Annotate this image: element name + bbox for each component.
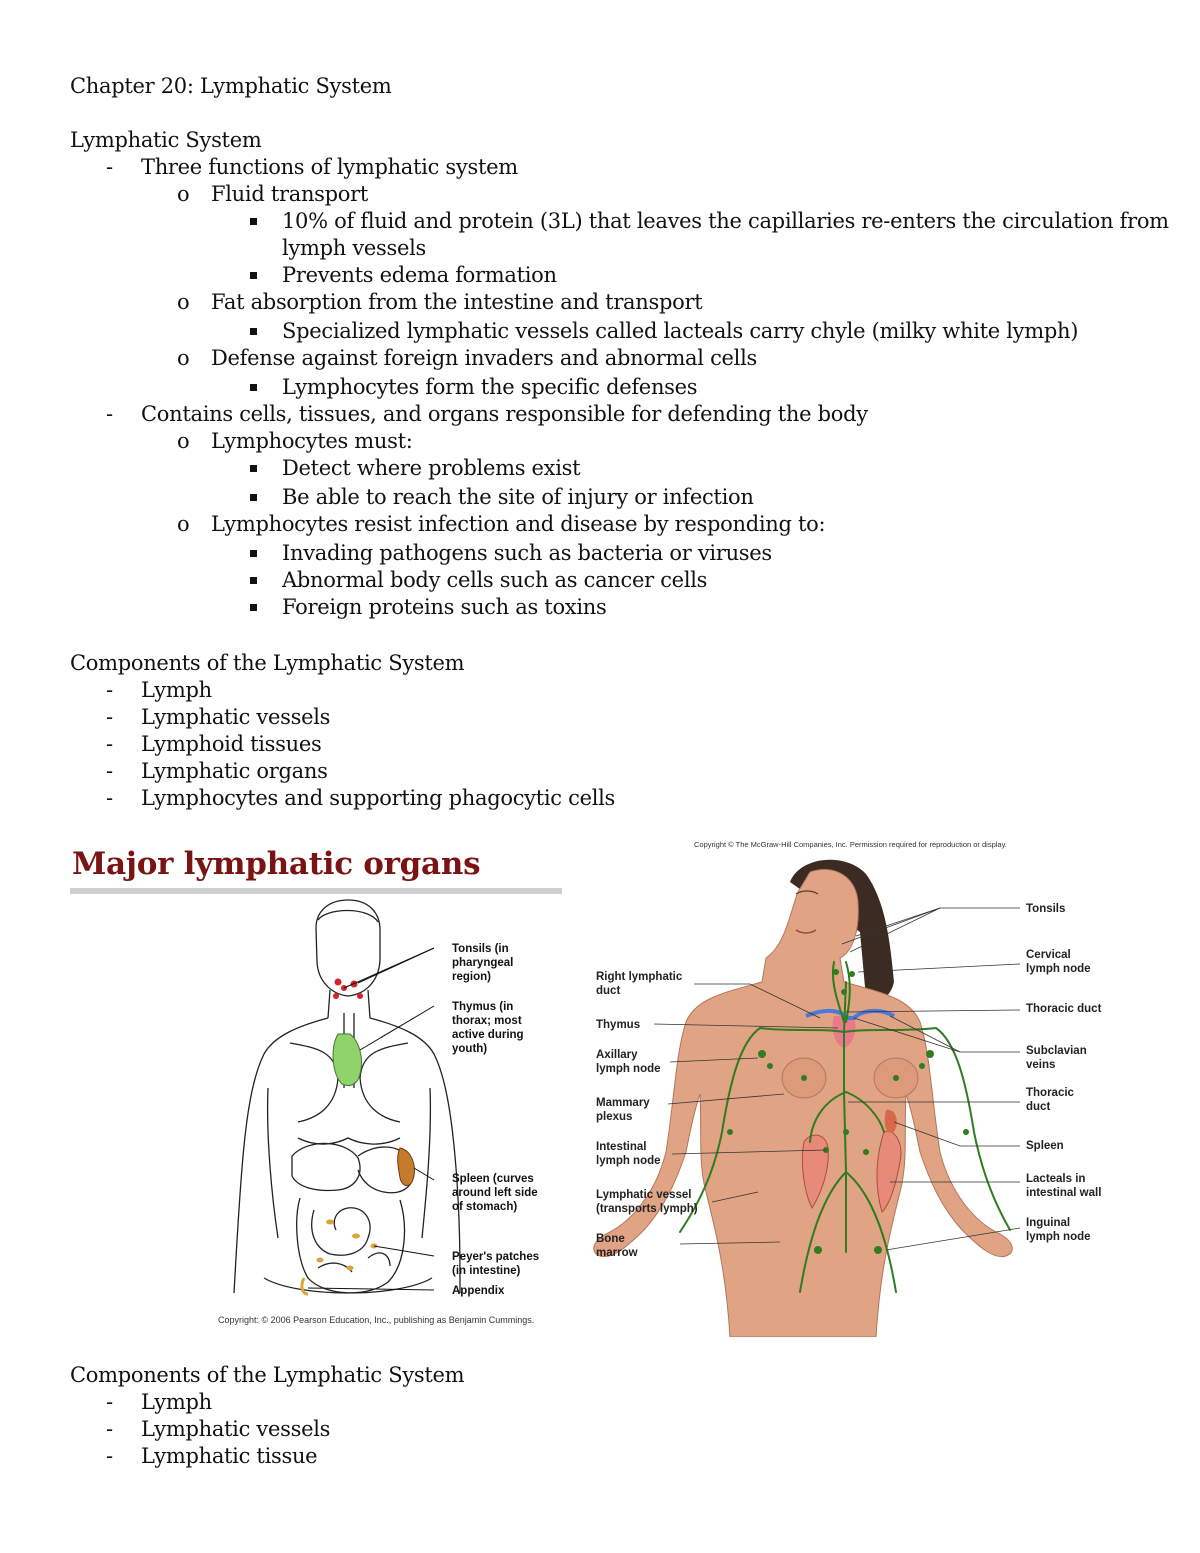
list-item: o Lymphocytes must:	[177, 429, 413, 453]
list-item-text: Lymphatic tissue	[141, 1444, 318, 1468]
list-item	[70, 594, 1170, 621]
section-heading	[70, 650, 1170, 677]
list-item-text: Foreign proteins such as toxins	[282, 595, 607, 619]
figure-major-lymphatic-organs	[68, 838, 568, 1338]
label-cervical-lymph-node: Cervical lymph node	[1026, 949, 1091, 975]
list-item-text: lymph vessels	[282, 236, 427, 260]
label-subclavian-veins: Subclavian veins	[1026, 1045, 1087, 1071]
list-item-text: Lymphocytes form the specific defenses	[282, 375, 698, 399]
list-item: - Lymphocytes and supporting phagocytic cells	[106, 786, 616, 810]
list-item	[70, 482, 1170, 511]
figure-left-copyright: Copyright: © 2006 Pearson Education, Inc., publishing as Benjamin Cummings.	[218, 1315, 535, 1325]
list-item-text: Defense against foreign invaders and abnormal cells	[211, 346, 757, 370]
section-components-2	[70, 1362, 1170, 1470]
list-item-text: Lymph	[141, 1390, 212, 1414]
list-item-text: Abnormal body cells such as cancer cells	[282, 568, 708, 592]
list-item: o Fluid transport	[177, 182, 369, 206]
label-thymus-right: Thymus	[596, 1019, 641, 1031]
label-lacteals: Lacteals in intestinal wall	[1026, 1173, 1102, 1199]
list-item-text: Lymphoid tissues	[141, 732, 322, 756]
list-item: o Fat absorption from the intestine and transport	[177, 290, 703, 314]
figure-female-lymphatic-system	[590, 832, 1130, 1337]
label-thymus: Thymus (in thorax; most active during youth)	[452, 1001, 524, 1055]
section-heading	[70, 127, 1170, 154]
label-axillary-lymph-node: Axillary lymph node	[596, 1049, 661, 1075]
label-inguinal-lymph-node: Inguinal lymph node	[1026, 1217, 1091, 1243]
label-intestinal-lymph-node: Intestinal lymph node	[596, 1141, 661, 1167]
section-lymphatic-system	[70, 127, 1170, 621]
section-components-1	[70, 650, 1170, 812]
list-item	[70, 262, 1170, 289]
label-bone-marrow: Bone marrow	[596, 1233, 638, 1259]
list-item-text: Lymphocytes and supporting phagocytic cells	[141, 786, 616, 810]
list-item: - Three functions of lymphatic system	[106, 155, 518, 179]
list-item: - Lymphatic tissue	[106, 1444, 318, 1468]
list-item: - Lymphatic organs	[106, 759, 328, 783]
list-item-text: Specialized lymphatic vessels called lacteals carry chyle (milky white lymph)	[282, 319, 1079, 343]
chapter-title-text: Chapter 20: Lymphatic System	[70, 74, 392, 98]
list-item	[70, 455, 1170, 482]
list-item-text: Lymphatic vessels	[141, 1417, 331, 1441]
list-item-text: Lymph	[141, 678, 212, 702]
list-item: - Lymphatic vessels	[106, 705, 331, 729]
figure-title: Major lymphatic organs	[72, 846, 481, 882]
list-item-text: Fat absorption from the intestine and transport	[211, 290, 703, 314]
list-item	[70, 538, 1170, 567]
list-item-text: Lymphatic organs	[141, 759, 328, 783]
list-item	[70, 372, 1170, 401]
label-appendix: Appendix	[452, 1285, 505, 1297]
chapter-title	[70, 73, 391, 100]
label-peyers-patches: Peyer's patches (in intestine)	[452, 1251, 540, 1277]
list-item-text: Lymphatic vessels	[141, 705, 331, 729]
label-right-lymphatic-duct: Right lymphatic duct	[596, 971, 683, 997]
section-heading-text: Components of the Lymphatic System	[70, 1363, 465, 1387]
list-item-text: 10% of fluid and protein (3L) that leaves the capillaries re-enters the circulation from	[282, 209, 1169, 233]
list-item	[70, 567, 1170, 594]
list-item-text: Contains cells, tissues, and organs responsible for defending the body	[141, 402, 868, 426]
list-item-text: Detect where problems exist	[282, 456, 581, 480]
list-item: - Contains cells, tissues, and organs responsible for defending the body	[106, 402, 868, 426]
list-item: - Lymphatic vessels	[106, 1417, 331, 1441]
list-item: - Lymphoid tissues	[106, 732, 322, 756]
list-item-text: Invading pathogens such as bacteria or viruses	[282, 541, 772, 565]
label-thoracic-duct-2: Thoracic duct	[1026, 1087, 1074, 1113]
label-spleen-right: Spleen	[1026, 1140, 1064, 1152]
list-item	[70, 208, 1170, 235]
list-item-text: Fluid transport	[211, 182, 369, 206]
figure-right-copyright: Copyright © The McGraw-Hill Companies, Inc. Permission required for reproduction or display.	[694, 840, 1007, 849]
section-heading-text: Lymphatic System	[70, 128, 262, 152]
list-item: o Defense against foreign invaders and abnormal cells	[177, 346, 757, 370]
list-item	[70, 316, 1170, 345]
list-item-text: Three functions of lymphatic system	[141, 155, 518, 179]
list-item-text: Be able to reach the site of injury or infection	[282, 485, 754, 509]
label-spleen: Spleen (curves around left side of stomach)	[452, 1173, 538, 1213]
list-item-text: Lymphocytes must:	[211, 429, 413, 453]
list-item: - Lymph	[106, 678, 212, 702]
label-lymphatic-vessel: Lymphatic vessel (transports lymph)	[596, 1189, 698, 1215]
list-item-text: Lymphocytes resist infection and disease by responding to:	[211, 512, 826, 536]
list-item-continuation	[70, 235, 1170, 262]
label-tonsils-right: Tonsils	[1026, 903, 1066, 915]
section-heading	[70, 1362, 1170, 1389]
label-thoracic-duct-1: Thoracic duct	[1026, 1003, 1102, 1015]
label-mammary-plexus: Mammary plexus	[596, 1097, 650, 1123]
list-item: o Lymphocytes resist infection and disease by responding to:	[177, 512, 826, 536]
section-heading-text: Components of the Lymphatic System	[70, 651, 465, 675]
list-item-text: Prevents edema formation	[282, 263, 557, 287]
list-item: - Lymph	[106, 1390, 212, 1414]
label-tonsils: Tonsils (in pharyngeal region)	[452, 943, 514, 983]
